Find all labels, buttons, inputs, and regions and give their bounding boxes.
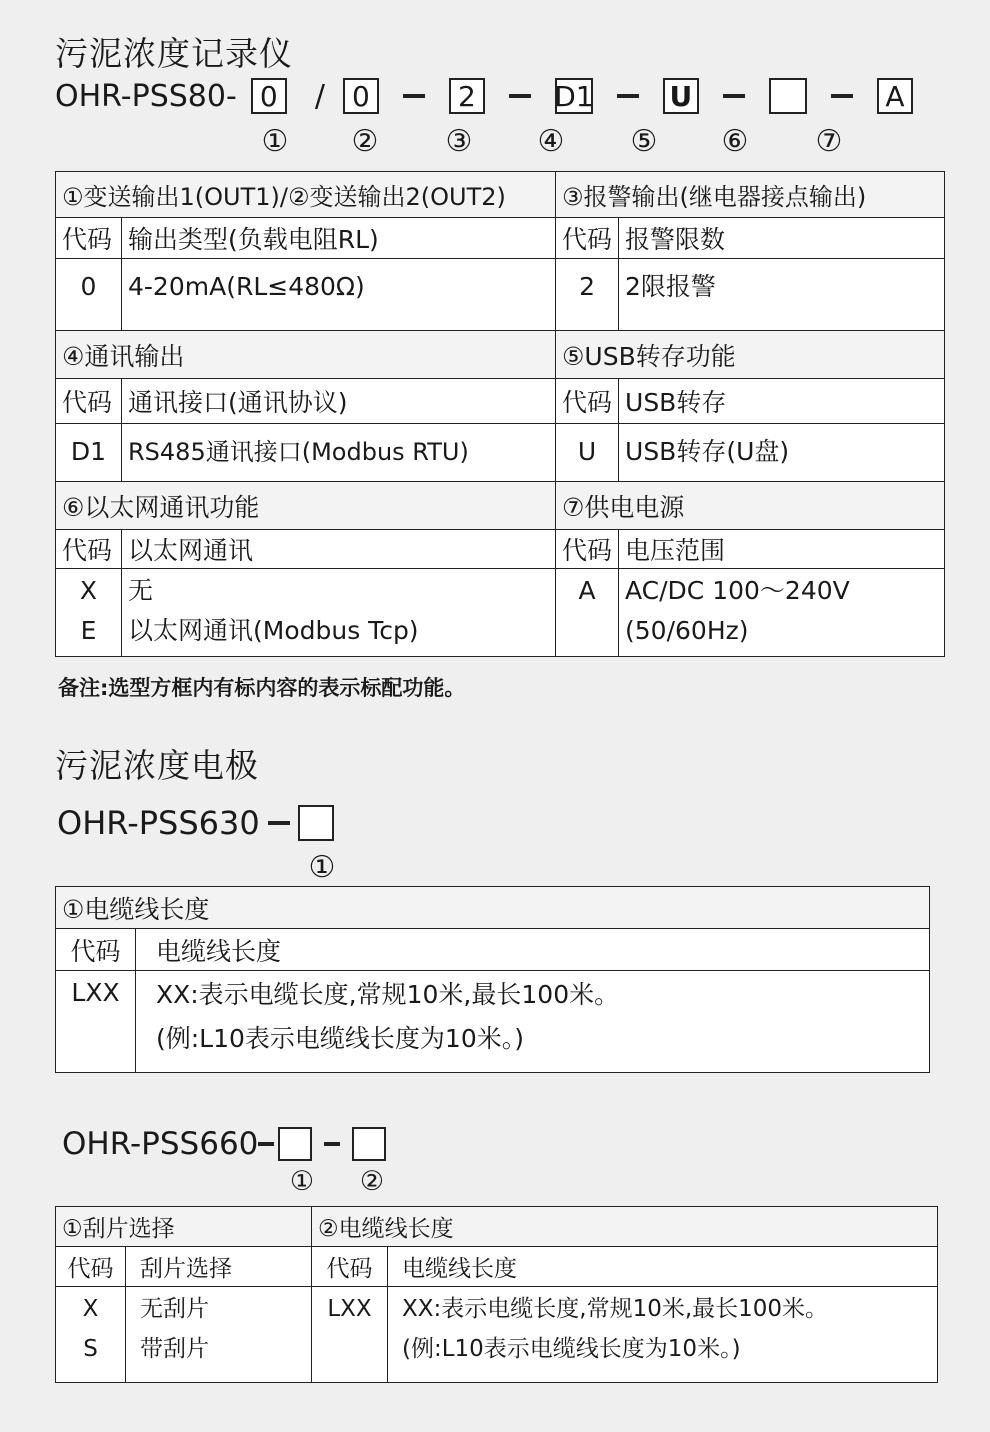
ethernet-section-title: ⑥以太网通讯功能	[56, 482, 556, 530]
pss660-cable-section-title: ②电缆线长度	[312, 1207, 938, 1247]
circle-6: ⑥	[721, 124, 749, 159]
scraper-code-s: S	[83, 1336, 98, 1362]
circle-7: ⑦	[815, 124, 843, 159]
cable-code-header: 代码	[56, 929, 136, 971]
comm-desc-value: RS485通讯接口(Modbus RTU)	[122, 424, 556, 482]
code-box-7: A	[877, 78, 913, 114]
comm-code-value: D1	[56, 424, 122, 482]
alarm-code-value: 2	[556, 259, 619, 331]
output-desc-header: 输出类型(负载电阻RL)	[122, 218, 556, 259]
circle-1: ①	[261, 124, 289, 159]
comm-desc-header: 通讯接口(通讯协议)	[122, 379, 556, 424]
usb-code-header: 代码	[556, 379, 619, 424]
circle-3: ③	[445, 124, 473, 159]
recorder-model-prefix: OHR-PSS80-	[55, 78, 237, 114]
dash	[268, 821, 290, 825]
pss660-options-table	[55, 1206, 938, 1383]
alarm-code-header: 代码	[556, 218, 619, 259]
recorder-title: 污泥浓度记录仪	[55, 34, 293, 73]
output-section-title: ①变送输出1(OUT1)/②变送输出2(OUT2)	[56, 172, 556, 218]
power-desc-header: 电压范围	[619, 530, 945, 569]
output-code-header: 代码	[56, 218, 122, 259]
pss660-cable-desc-header: 电缆线长度	[388, 1247, 938, 1287]
pss660-cable-code-header: 代码	[312, 1247, 388, 1287]
electrode-title: 污泥浓度电极	[55, 746, 259, 785]
pss660-code-box-1	[278, 1127, 312, 1161]
dash	[831, 94, 853, 98]
code-box-5: U	[663, 78, 699, 114]
ethernet-code-header: 代码	[56, 530, 122, 569]
recorder-options-table	[55, 171, 945, 657]
scraper-code-x: X	[82, 1296, 99, 1322]
circle-4: ④	[537, 124, 565, 159]
ethernet-code-x: X	[79, 576, 98, 605]
usb-code-value: U	[556, 424, 619, 482]
code-box-4: D1	[554, 79, 594, 113]
usb-desc-header: USB转存	[619, 379, 945, 424]
alarm-desc-header: 报警限数	[619, 218, 945, 259]
electrode-code-box	[298, 805, 334, 841]
power-frequency: (50/60Hz)	[625, 616, 749, 645]
electrode-model-code	[57, 804, 334, 842]
output-code-value: 0	[56, 259, 122, 331]
dash	[258, 1142, 274, 1146]
cable-section-title: ①电缆线长度	[56, 887, 930, 929]
dash	[403, 94, 425, 98]
comm-section-title: ④通讯输出	[56, 331, 556, 379]
dash	[509, 94, 531, 98]
pss660-circle-2: ②	[359, 1166, 385, 1197]
power-voltage: AC/DC 100～240V	[625, 576, 850, 605]
cable-desc-header: 电缆线长度	[136, 929, 930, 971]
recorder-model-code	[55, 78, 913, 114]
code-box-1: 0	[251, 78, 287, 114]
power-code-value: A	[556, 569, 619, 657]
pss660-cable-desc-line-1: XX:表示电缆长度,常规10米,最长100米。	[402, 1296, 829, 1322]
slash: /	[314, 78, 325, 114]
alarm-desc-value: 2限报警	[619, 259, 945, 331]
electrode-model-prefix: OHR-PSS630	[57, 804, 260, 842]
scraper-codes	[56, 1287, 126, 1383]
scraper-desc-header: 刮片选择	[126, 1247, 312, 1287]
pss660-model-prefix: OHR-PSS660	[62, 1126, 259, 1162]
ethernet-desc-header: 以太网通讯	[122, 530, 556, 569]
pss660-cable-descs	[388, 1287, 938, 1383]
ethernet-descs	[122, 569, 556, 657]
output-desc-value: 4-20mA(RL≤480Ω)	[122, 259, 556, 331]
ethernet-codes	[56, 569, 122, 657]
dash	[723, 94, 745, 98]
circle-2: ②	[351, 124, 379, 159]
scraper-section-title: ①刮片选择	[56, 1207, 312, 1247]
scraper-desc-with: 带刮片	[140, 1336, 209, 1362]
scraper-desc-none: 无刮片	[140, 1296, 209, 1322]
footnote: 备注:选型方框内有标内容的表示标配功能。	[58, 676, 466, 700]
alarm-section-title: ③报警输出(继电器接点输出)	[556, 172, 945, 218]
power-section-title: ⑦供电电源	[556, 482, 945, 530]
scraper-code-header: 代码	[56, 1247, 126, 1287]
usb-desc-value: USB转存(U盘)	[619, 424, 945, 482]
electrode-circle-1: ①	[308, 850, 336, 885]
cable-desc-line-1: XX:表示电缆长度,常规10米,最长100米。	[156, 980, 620, 1009]
usb-section-title: ⑤USB转存功能	[556, 331, 945, 379]
code-box-3: 2	[449, 78, 485, 114]
cable-code-value: LXX	[56, 971, 136, 1073]
pss660-model-code	[62, 1126, 386, 1162]
pss660-cable-desc-line-2: (例:L10表示电缆线长度为10米。)	[402, 1336, 741, 1362]
power-descs	[619, 569, 945, 657]
pss660-cable-code-value: LXX	[312, 1287, 388, 1383]
cable-desc-line-2: (例:L10表示电缆线长度为10米。)	[156, 1024, 524, 1053]
cable-desc-values	[136, 971, 930, 1073]
electrode-options-table	[55, 886, 930, 1073]
dash	[617, 94, 639, 98]
pss660-circle-1: ①	[289, 1166, 315, 1197]
pss660-code-box-2	[352, 1127, 386, 1161]
comm-code-header: 代码	[56, 379, 122, 424]
ethernet-code-e: E	[80, 616, 97, 645]
scraper-descs	[126, 1287, 312, 1383]
power-code-header: 代码	[556, 530, 619, 569]
dash	[324, 1142, 340, 1146]
ethernet-desc-none: 无	[128, 576, 154, 605]
circle-5: ⑤	[630, 124, 658, 159]
code-box-2: 0	[343, 78, 379, 114]
ethernet-desc-tcp: 以太网通讯(Modbus Tcp)	[128, 616, 419, 645]
code-box-6	[769, 78, 807, 114]
